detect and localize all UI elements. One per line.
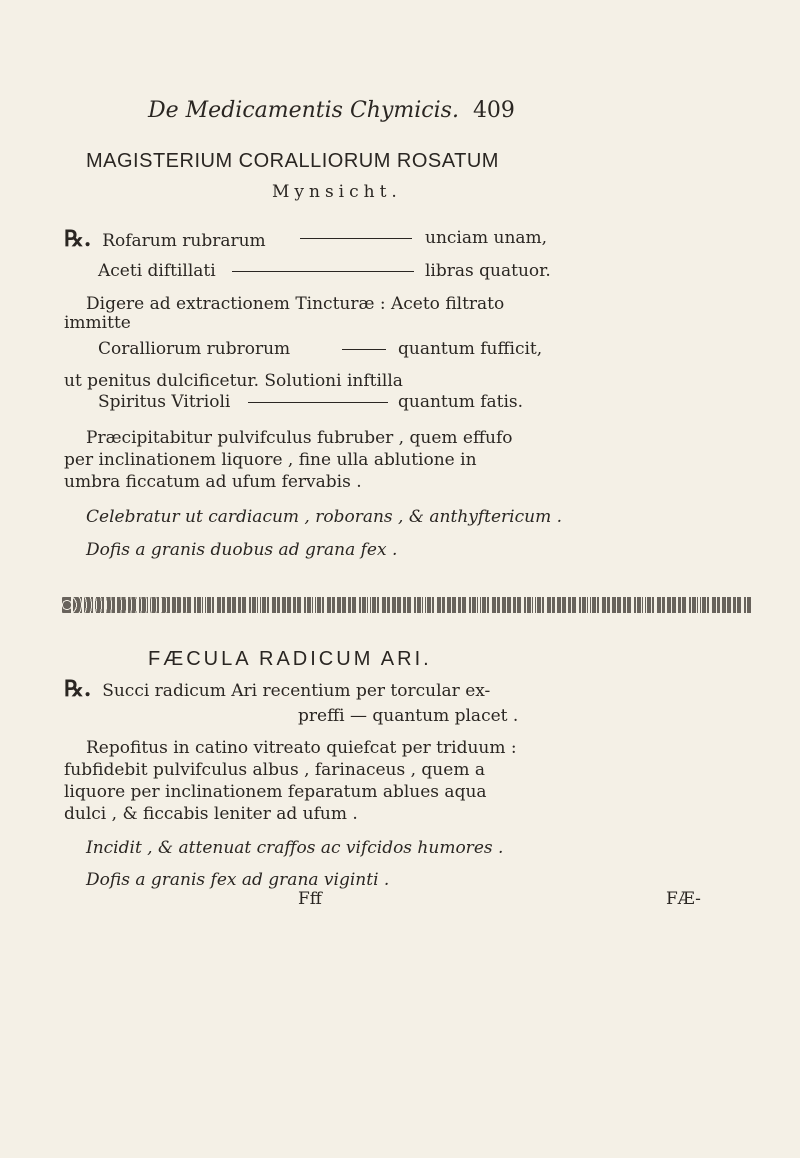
text-line: Præcipitabitur pulvifculus fubruber , quem effufo — [86, 428, 513, 448]
recipe-title: MAGISTERIUM CORALLIORUM ROSATUM — [86, 150, 499, 172]
dash-rule — [300, 238, 412, 239]
recipe-symbol: ℞. — [64, 226, 92, 252]
ingredient-amount: quantum fufficit, — [398, 339, 543, 359]
dose-line: Dofis a granis fex ad grana viginti . — [86, 870, 390, 890]
dash-rule — [232, 271, 414, 272]
ingredient-line: preffi — quantum placet . — [298, 706, 519, 726]
dose-line: Dofis a granis duobus ad grana fex . — [86, 540, 398, 560]
page-number: 409 — [472, 98, 515, 123]
virtues-line: Incidit , & attenuat craffos ac vifcidos humores . — [86, 838, 504, 858]
text-line: Repofitus in catino vitreato quiefcat per triduum : — [86, 738, 517, 758]
running-header — [148, 98, 515, 123]
running-title: De Medicamentis Chymicis. — [148, 98, 459, 123]
ingredient-amount: quantum fatis. — [398, 392, 524, 412]
text-line: dulci , & ficcabis leniter ad ufum . — [64, 804, 358, 824]
ingredient-line: ℞. Rofarum rubrarum — [64, 226, 266, 252]
text-line: umbra ficcatum ad ufum fervabis . — [64, 472, 362, 492]
text-line: liquore per inclinationem feparatum ablues aqua — [64, 782, 487, 802]
ingredient-line: Spiritus Vitrioli — [98, 392, 231, 412]
ingredient-line: Aceti diftillati — [98, 261, 216, 281]
ingredient-amount: libras quatuor. — [425, 261, 551, 281]
virtues-line: Celebratur ut cardiacum , roborans , & anthyftericum . — [86, 507, 563, 527]
recipe-symbol: ℞. — [64, 676, 92, 702]
dash-rule — [248, 402, 388, 403]
text-line: per inclinationem liquore , fine ulla ablutione in — [64, 450, 477, 470]
text-line: ut penitus dulcificetur. Solutioni inftilla — [64, 371, 403, 391]
ingredient-line: ℞. Succi radicum Ari recentium per torcular ex- — [64, 676, 491, 702]
text-line: Digere ad extractionem Tincturæ : Aceto filtrato — [86, 294, 505, 314]
text-line: fubfidebit pulvifculus albus , farinaceus , quem a — [64, 760, 485, 780]
ingredient-line: Coralliorum rubrorum — [98, 339, 291, 359]
signature-mark: Fff — [298, 889, 322, 909]
ornament-divider — [62, 597, 752, 613]
catchword: FÆ- — [666, 889, 701, 909]
recipe-author: Mynsicht. — [272, 182, 402, 202]
text-line: immitte — [64, 313, 131, 333]
dash-rule — [342, 349, 386, 350]
ingredient-amount: unciam unam, — [425, 228, 548, 248]
recipe-title: FÆCULA RADICUM ARI. — [148, 648, 432, 670]
